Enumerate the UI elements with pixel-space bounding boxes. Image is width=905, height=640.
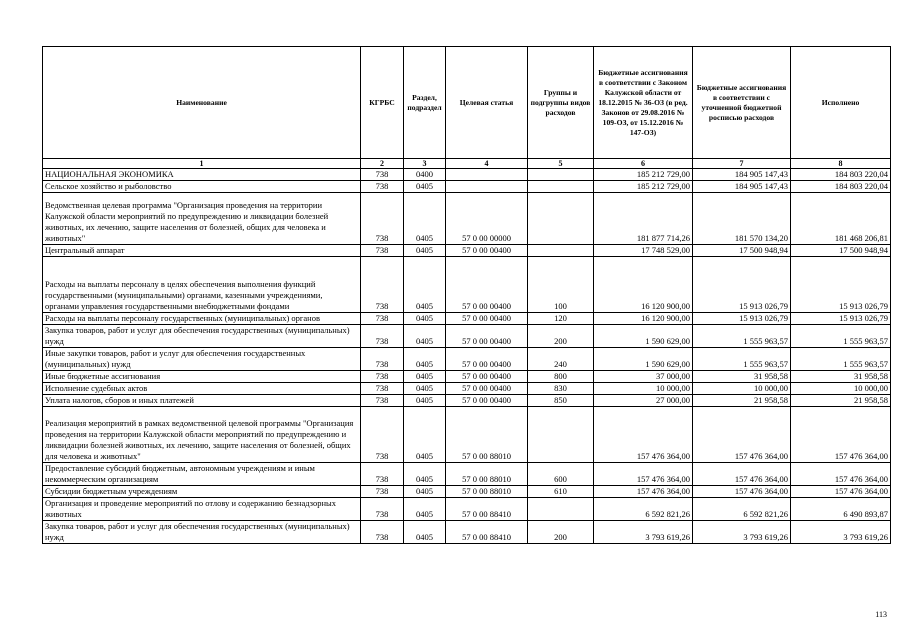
row-executed-amount: 157 476 364,00 [791,407,891,463]
row-group [528,407,594,463]
row-target: 57 0 00 00400 [446,348,528,371]
row-name: Расходы на выплаты персоналу в целях обеспечения выполнения функций государственными (муниципальными) органами, казенными учреждениями, органами управления государственными внебюджетными фондами [43,257,361,313]
row-group: 600 [528,463,594,486]
table-row [43,486,891,498]
row-group: 240 [528,348,594,371]
header-name: Наименование [43,47,361,159]
row-refined-amount: 1 555 963,57 [693,325,791,348]
row-executed-amount: 15 913 026,79 [791,313,891,325]
row-target [446,169,528,181]
row-name: НАЦИОНАЛЬНАЯ ЭКОНОМИКА [43,169,361,181]
row-law-amount: 16 120 900,00 [594,257,693,313]
row-section: 0405 [404,463,446,486]
row-group: 800 [528,371,594,383]
row-law-amount: 16 120 900,00 [594,313,693,325]
row-name: Центральный аппарат [43,245,361,257]
row-kgrbs: 738 [361,193,404,245]
row-target: 57 0 00 00400 [446,257,528,313]
row-name: Субсидии бюджетным учреждениям [43,486,361,498]
row-kgrbs: 738 [361,498,404,521]
row-executed-amount: 31 958,58 [791,371,891,383]
row-name: Сельское хозяйство и рыболовство [43,181,361,193]
row-kgrbs: 738 [361,407,404,463]
header-section: Раздел, подраздел [404,47,446,159]
row-law-amount: 3 793 619,26 [594,521,693,544]
row-refined-amount: 184 905 147,43 [693,181,791,193]
row-section: 0405 [404,486,446,498]
header-target: Целевая статья [446,47,528,159]
row-group [528,181,594,193]
row-section: 0405 [404,395,446,407]
page-number: 113 [875,610,887,619]
row-name: Ведомственная целевая программа "Организация проведения на территории Калужской области мероприятий по предупреждению и ликвидации болезней животных, их лечению, защите населения от болезней, общих для человека и животных" [43,193,361,245]
row-refined-amount: 184 905 147,43 [693,169,791,181]
row-kgrbs: 738 [361,313,404,325]
row-law-amount: 17 748 529,00 [594,245,693,257]
row-kgrbs: 738 [361,257,404,313]
row-law-amount: 6 592 821,26 [594,498,693,521]
column-number: 2 [361,159,404,169]
column-number-row [43,159,891,169]
row-refined-amount: 15 913 026,79 [693,257,791,313]
row-name: Закупка товаров, работ и услуг для обеспечения государственных (муниципальных) нужд [43,521,361,544]
row-executed-amount: 184 803 220,04 [791,169,891,181]
row-kgrbs: 738 [361,245,404,257]
row-kgrbs: 738 [361,371,404,383]
column-number: 5 [528,159,594,169]
row-kgrbs: 738 [361,169,404,181]
header-refined-assignments: Бюджетные ассигнования в соответствии с уточненной бюджетной росписью расходов [693,47,791,159]
header-row [43,47,891,159]
row-refined-amount: 157 476 364,00 [693,486,791,498]
column-number: 7 [693,159,791,169]
row-executed-amount: 3 793 619,26 [791,521,891,544]
row-section: 0400 [404,169,446,181]
row-target: 57 0 00 88410 [446,498,528,521]
row-name: Уплата налогов, сборов и иных платежей [43,395,361,407]
row-name: Закупка товаров, работ и услуг для обеспечения государственных (муниципальных) нужд [43,325,361,348]
row-target: 57 0 00 00400 [446,245,528,257]
row-kgrbs: 738 [361,325,404,348]
table-row [43,463,891,486]
row-section: 0405 [404,407,446,463]
row-target: 57 0 00 88410 [446,521,528,544]
table-body [43,169,891,544]
row-law-amount: 10 000,00 [594,383,693,395]
row-kgrbs: 738 [361,395,404,407]
row-refined-amount: 15 913 026,79 [693,313,791,325]
row-refined-amount: 31 958,58 [693,371,791,383]
row-name: Предоставление субсидий бюджетным, автономным учреждениям и иным некоммерческим организациям [43,463,361,486]
row-executed-amount: 6 490 893,87 [791,498,891,521]
row-refined-amount: 181 570 134,20 [693,193,791,245]
column-number: 1 [43,159,361,169]
row-executed-amount: 21 958,58 [791,395,891,407]
row-refined-amount: 3 793 619,26 [693,521,791,544]
row-kgrbs: 738 [361,463,404,486]
table-row [43,383,891,395]
row-law-amount: 157 476 364,00 [594,486,693,498]
table-row [43,257,891,313]
column-number: 6 [594,159,693,169]
row-refined-amount: 157 476 364,00 [693,407,791,463]
row-section: 0405 [404,383,446,395]
header-executed: Исполнено [791,47,891,159]
row-executed-amount: 17 500 948,94 [791,245,891,257]
row-name: Расходы на выплаты персоналу государственных (муниципальных) органов [43,313,361,325]
row-law-amount: 37 000,00 [594,371,693,383]
row-refined-amount: 17 500 948,94 [693,245,791,257]
row-executed-amount: 1 555 963,57 [791,348,891,371]
table-row [43,313,891,325]
row-name: Иные закупки товаров, работ и услуг для обеспечения государственных (муниципальных) нужд [43,348,361,371]
column-number: 3 [404,159,446,169]
row-target: 57 0 00 00400 [446,371,528,383]
row-section: 0405 [404,348,446,371]
row-executed-amount: 157 476 364,00 [791,463,891,486]
row-law-amount: 27 000,00 [594,395,693,407]
row-kgrbs: 738 [361,486,404,498]
row-executed-amount: 184 803 220,04 [791,181,891,193]
row-target: 57 0 00 88010 [446,486,528,498]
row-section: 0405 [404,521,446,544]
row-target: 57 0 00 00400 [446,383,528,395]
row-refined-amount: 157 476 364,00 [693,463,791,486]
row-group [528,498,594,521]
row-refined-amount: 10 000,00 [693,383,791,395]
row-kgrbs: 738 [361,348,404,371]
column-number: 4 [446,159,528,169]
row-executed-amount: 15 913 026,79 [791,257,891,313]
table-row [43,395,891,407]
row-target: 57 0 00 00400 [446,313,528,325]
budget-table [42,46,891,544]
row-law-amount: 185 212 729,00 [594,169,693,181]
row-group [528,169,594,181]
row-name: Реализация мероприятий в рамках ведомственной целевой программы "Организация проведения на территории Калужской области мероприятий по предупреждению и ликвидации болезней животных, их лечению, защите населения от болезней, общих для человека и животных" [43,407,361,463]
row-law-amount: 1 590 629,00 [594,348,693,371]
header-law-assignments: Бюджетные ассигнования в соответствии с Законом Калужской области от 18.12.2015 № 36-ОЗ (в ред. Законов от 29.08.2016 № 109-ОЗ, от 15.12.2016 № 147-ОЗ) [594,47,693,159]
table-row [43,245,891,257]
row-law-amount: 157 476 364,00 [594,407,693,463]
row-group: 200 [528,325,594,348]
table-row [43,521,891,544]
row-section: 0405 [404,257,446,313]
row-name: Иные бюджетные ассигнования [43,371,361,383]
table-row [43,498,891,521]
row-group: 100 [528,257,594,313]
table-row [43,181,891,193]
row-target [446,181,528,193]
row-group: 200 [528,521,594,544]
table-row [43,193,891,245]
row-executed-amount: 1 555 963,57 [791,325,891,348]
row-group: 830 [528,383,594,395]
table-row [43,371,891,383]
row-section: 0405 [404,371,446,383]
row-section: 0405 [404,498,446,521]
row-group: 610 [528,486,594,498]
row-group [528,193,594,245]
row-law-amount: 1 590 629,00 [594,325,693,348]
row-kgrbs: 738 [361,181,404,193]
row-name: Организация и проведение мероприятий по отлову и содержанию безнадзорных животных [43,498,361,521]
column-number: 8 [791,159,891,169]
row-target: 57 0 00 88010 [446,463,528,486]
row-refined-amount: 6 592 821,26 [693,498,791,521]
row-refined-amount: 21 958,58 [693,395,791,407]
row-target: 57 0 00 88010 [446,407,528,463]
row-refined-amount: 1 555 963,57 [693,348,791,371]
table-row [43,407,891,463]
row-target: 57 0 00 00400 [446,395,528,407]
header-groups: Группы и подгруппы видов расходов [528,47,594,159]
row-name: Исполнение судебных актов [43,383,361,395]
row-group [528,245,594,257]
row-group: 120 [528,313,594,325]
row-law-amount: 181 877 714,26 [594,193,693,245]
row-law-amount: 157 476 364,00 [594,463,693,486]
header-kgrbs: КГРБС [361,47,404,159]
row-section: 0405 [404,325,446,348]
row-section: 0405 [404,181,446,193]
row-executed-amount: 181 468 206,81 [791,193,891,245]
row-group: 850 [528,395,594,407]
row-kgrbs: 738 [361,521,404,544]
table-row [43,325,891,348]
row-law-amount: 185 212 729,00 [594,181,693,193]
row-section: 0405 [404,193,446,245]
row-target: 57 0 00 00000 [446,193,528,245]
row-executed-amount: 10 000,00 [791,383,891,395]
row-section: 0405 [404,313,446,325]
table-row [43,348,891,371]
row-section: 0405 [404,245,446,257]
row-kgrbs: 738 [361,383,404,395]
row-target: 57 0 00 00400 [446,325,528,348]
row-executed-amount: 157 476 364,00 [791,486,891,498]
table-row [43,169,891,181]
